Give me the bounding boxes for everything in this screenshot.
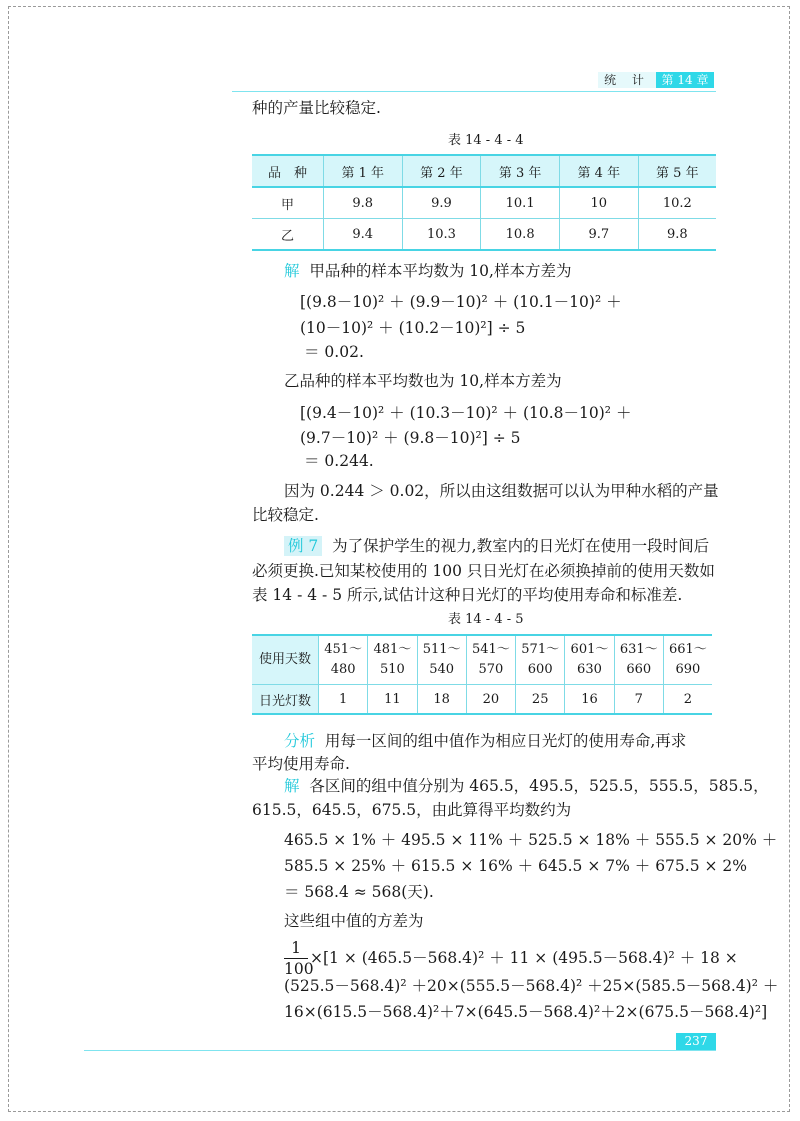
header-cell: 品 种 bbox=[252, 155, 323, 187]
range-start: 451～ bbox=[324, 642, 363, 657]
count-cell: 16 bbox=[565, 685, 614, 715]
paragraph-line: 615.5，645.5，675.5，由此算得平均数约为 bbox=[252, 801, 572, 819]
header-rule bbox=[232, 91, 716, 92]
analysis-line1 bbox=[284, 731, 686, 751]
table-cell: 9.4 bbox=[323, 219, 402, 251]
range-cell bbox=[319, 635, 368, 685]
range-start: 511～ bbox=[422, 642, 461, 657]
table1-caption: 表 14 - 4 - 4 bbox=[448, 133, 524, 148]
table-14-4-4 bbox=[252, 154, 716, 251]
equation-result: ＝ 568.4 ≈ 568(天). bbox=[284, 883, 434, 901]
range-cell bbox=[565, 635, 614, 685]
count-cell: 11 bbox=[368, 685, 417, 715]
count-cell: 20 bbox=[466, 685, 515, 715]
table-row bbox=[252, 685, 712, 715]
analysis-text: 用每一区间的组中值作为相应日光灯的使用寿命,再求 bbox=[324, 732, 687, 750]
paragraph-line: 表 14 - 4 - 5 所示,试估计这种日光灯的平均使用寿命和标准差. bbox=[252, 586, 683, 604]
header-cell: 第 5 年 bbox=[638, 155, 716, 187]
range-cell bbox=[516, 635, 565, 685]
fraction-numerator: 1 bbox=[291, 939, 301, 957]
equation-line: (9.7－10)² ＋ (9.8－10)²] ÷ 5 bbox=[300, 429, 521, 447]
table-cell: 10.1 bbox=[481, 187, 560, 219]
equation-line: [(9.8－10)² ＋ (9.9－10)² ＋ (10.1－10)² ＋ bbox=[300, 293, 622, 311]
table-header-row bbox=[252, 155, 716, 187]
fraction bbox=[284, 938, 314, 979]
table-cell: 9.9 bbox=[402, 187, 481, 219]
table-cell: 10.2 bbox=[638, 187, 716, 219]
table2-caption: 表 14 - 4 - 5 bbox=[448, 612, 524, 627]
fraction-denominator: 100 bbox=[284, 960, 314, 978]
count-cell: 2 bbox=[663, 685, 712, 715]
range-end: 690 bbox=[675, 662, 701, 677]
count-cell: 25 bbox=[516, 685, 565, 715]
table-cell: 9.7 bbox=[559, 219, 638, 251]
header-cell: 第 4 年 bbox=[559, 155, 638, 187]
example7-line1 bbox=[284, 536, 709, 556]
range-start: 541～ bbox=[472, 642, 510, 657]
table-row bbox=[252, 187, 716, 219]
count-cell: 18 bbox=[417, 685, 466, 715]
table-cell: 10.3 bbox=[402, 219, 481, 251]
row-label: 日光灯数 bbox=[252, 685, 319, 715]
page-number: 237 bbox=[676, 1033, 716, 1050]
section-title: 统 计 bbox=[598, 72, 656, 88]
solution-label: 解 bbox=[284, 262, 300, 280]
table-14-4-5 bbox=[252, 634, 712, 715]
equation-result: ＝ 0.244. bbox=[304, 452, 374, 470]
row-label: 使用天数 bbox=[252, 635, 319, 685]
range-end: 630 bbox=[577, 662, 602, 677]
solution1-text: 甲品种的样本平均数为 10,样本方差为 bbox=[309, 262, 572, 280]
range-cell bbox=[417, 635, 466, 685]
solution-label: 解 bbox=[284, 777, 300, 795]
solution2-text: 各区间的组中值分别为 465.5，495.5，525.5，555.5，585.5， bbox=[309, 777, 769, 795]
count-cell: 7 bbox=[614, 685, 663, 715]
range-start: 631～ bbox=[619, 642, 658, 657]
analysis-label: 分析 bbox=[284, 732, 316, 750]
table-row bbox=[252, 635, 712, 685]
range-cell bbox=[663, 635, 712, 685]
chapter-badge: 第 14 章 bbox=[656, 72, 714, 88]
solution2-line1 bbox=[284, 776, 769, 796]
range-start: 481～ bbox=[373, 642, 412, 657]
header-cell: 第 3 年 bbox=[481, 155, 560, 187]
range-end: 570 bbox=[478, 662, 504, 677]
example-text: 为了保护学生的视力,教室内的日光灯在使用一段时间后 bbox=[332, 537, 710, 555]
equation-line: 16×(615.5－568.4)²＋7×(645.5－568.4)²＋2×(675.5－568.4)²] bbox=[284, 1003, 768, 1021]
range-cell bbox=[466, 635, 515, 685]
paragraph-line: 这些组中值的方差为 bbox=[284, 912, 424, 930]
range-cell bbox=[614, 635, 663, 685]
equation-line: ×[1 × (465.5－568.4)² ＋ 11 × (495.5－568.4)² ＋ 18 × bbox=[310, 949, 738, 967]
table-cell: 10 bbox=[559, 187, 638, 219]
example-label: 例 7 bbox=[284, 536, 322, 556]
range-start: 661～ bbox=[669, 642, 707, 657]
range-end: 660 bbox=[626, 662, 652, 677]
paragraph-line: 因为 0.244 ＞ 0.02，所以由这组数据可以认为甲种水稻的产量 bbox=[284, 482, 719, 500]
paragraph-line: 乙品种的样本平均数也为 10,样本方差为 bbox=[284, 372, 562, 390]
header-cell: 第 2 年 bbox=[402, 155, 481, 187]
intro-text: 种的产量比较稳定. bbox=[252, 99, 381, 117]
count-cell: 1 bbox=[319, 685, 368, 715]
equation-line: (10－10)² ＋ (10.2－10)²] ÷ 5 bbox=[300, 319, 526, 337]
range-end: 600 bbox=[527, 662, 553, 677]
table-row bbox=[252, 219, 716, 251]
range-end: 540 bbox=[429, 662, 455, 677]
paragraph-line: 平均使用寿命. bbox=[252, 755, 350, 773]
footer-rule bbox=[84, 1050, 716, 1051]
range-start: 571～ bbox=[521, 642, 560, 657]
table-cell: 9.8 bbox=[323, 187, 402, 219]
running-header bbox=[598, 72, 714, 88]
header-cell: 第 1 年 bbox=[323, 155, 402, 187]
table-cell: 乙 bbox=[252, 219, 323, 251]
equation-line: [(9.4－10)² ＋ (10.3－10)² ＋ (10.8－10)² ＋ bbox=[300, 404, 632, 422]
range-cell bbox=[368, 635, 417, 685]
range-start: 601～ bbox=[570, 642, 609, 657]
range-end: 510 bbox=[379, 662, 405, 677]
equation-result: ＝ 0.02. bbox=[304, 343, 364, 361]
paragraph-line: 比较稳定. bbox=[252, 506, 319, 524]
equation-line: 585.5 × 25% ＋ 615.5 × 16% ＋ 645.5 × 7% ＋ 675.5 × 2% bbox=[284, 857, 748, 875]
table-cell: 9.8 bbox=[638, 219, 716, 251]
table-cell: 10.8 bbox=[481, 219, 560, 251]
range-end: 480 bbox=[330, 662, 356, 677]
table-cell: 甲 bbox=[252, 187, 323, 219]
equation-line: 465.5 × 1% ＋ 495.5 × 11% ＋ 525.5 × 18% ＋ 555.5 × 20% ＋ bbox=[284, 831, 778, 849]
equation-line: (525.5－568.4)² ＋20×(555.5－568.4)² ＋25×(585.5－568.4)² ＋ bbox=[284, 977, 779, 995]
paragraph-line: 必须更换.已知某校使用的 100 只日光灯在必须换掉前的使用天数如 bbox=[252, 562, 715, 580]
solution1-line1 bbox=[284, 261, 571, 281]
